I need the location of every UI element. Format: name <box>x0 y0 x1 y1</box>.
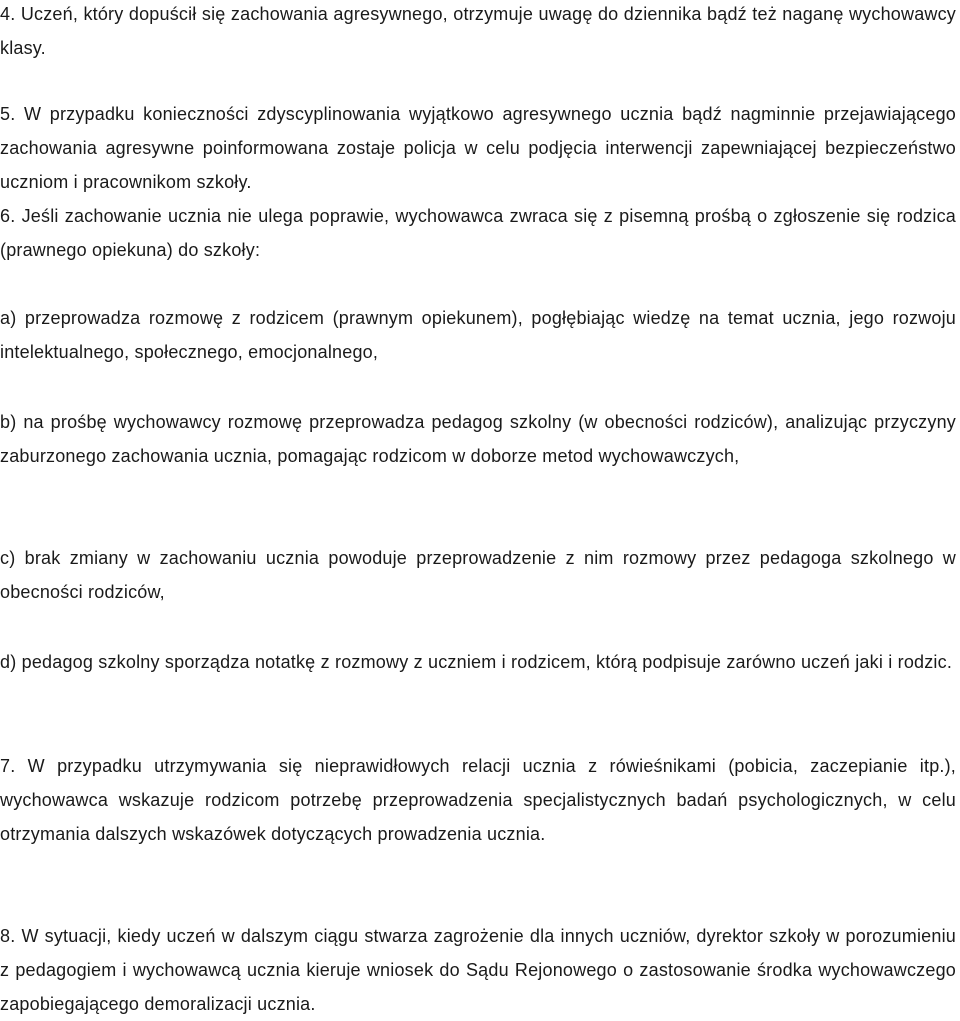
item-d: d) pedagog szkolny sporządza notatkę z rozmowy z uczniem i rodzicem, którą podpisuje zarówno uczeń jaki i rodzic. <box>0 652 953 672</box>
paragraph-8: 8. W sytuacji, kiedy uczeń w dalszym ciągu stwarza zagrożenie dla innych uczniów, dyrektor szkoły w porozumieniu z pedagogiem i wychowawcą ucznia kieruje wniosek do Sądu Rejonowego o zastosowanie środka wychowawczego zapobiegającego demoralizacji ucznia. <box>0 926 956 1014</box>
item-b: b) na prośbę wychowawcy rozmowę przeprowadza pedagog szkolny (w obecności rodziców), analizując przyczyny zaburzonego zachowania ucznia, pomagając rodzicom w doborze metod wychowawczych, <box>0 412 956 466</box>
paragraph-6: 6. Jeśli zachowanie ucznia nie ulega poprawie, wychowawca zwraca się z pisemną prośbą o zgłoszenie się rodzica (prawnego opiekuna) do szkoły: <box>0 206 956 260</box>
item-a: a) przeprowadza rozmowę z rodzicem (prawnym opiekunem), pogłębiając wiedzę na temat ucznia, jego rozwoju intelektualnego, społecznego, emocjonalnego, <box>0 308 956 362</box>
paragraph-7: 7. W przypadku utrzymywania się nieprawidłowych relacji ucznia z rówieśnikami (pobicia, zaczepianie itp.), wychowawca wskazuje rodzicom potrzebę przeprowadzenia specjalistycznych badań psychologicznych, w celu otrzymania dalszych wskazówek dotyczących prowadzenia ucznia. <box>0 756 956 844</box>
paragraph-5: 5. W przypadku konieczności zdyscyplinowania wyjątkowo agresywnego ucznia bądź nagminnie przejawiającego zachowania agresywne poinformowana zostaje policja w celu podjęcia interwencji zapewniającej bezpieczeństwo uczniom i pracownikom szkoły. <box>0 104 956 192</box>
paragraph-4: 4. Uczeń, który dopuścił się zachowania agresywnego, otrzymuje uwagę do dziennika bądź też naganę wychowawcy klasy. <box>0 4 956 58</box>
item-c: c) brak zmiany w zachowaniu ucznia powoduje przeprowadzenie z nim rozmowy przez pedagoga szkolnego w obecności rodziców, <box>0 548 956 602</box>
